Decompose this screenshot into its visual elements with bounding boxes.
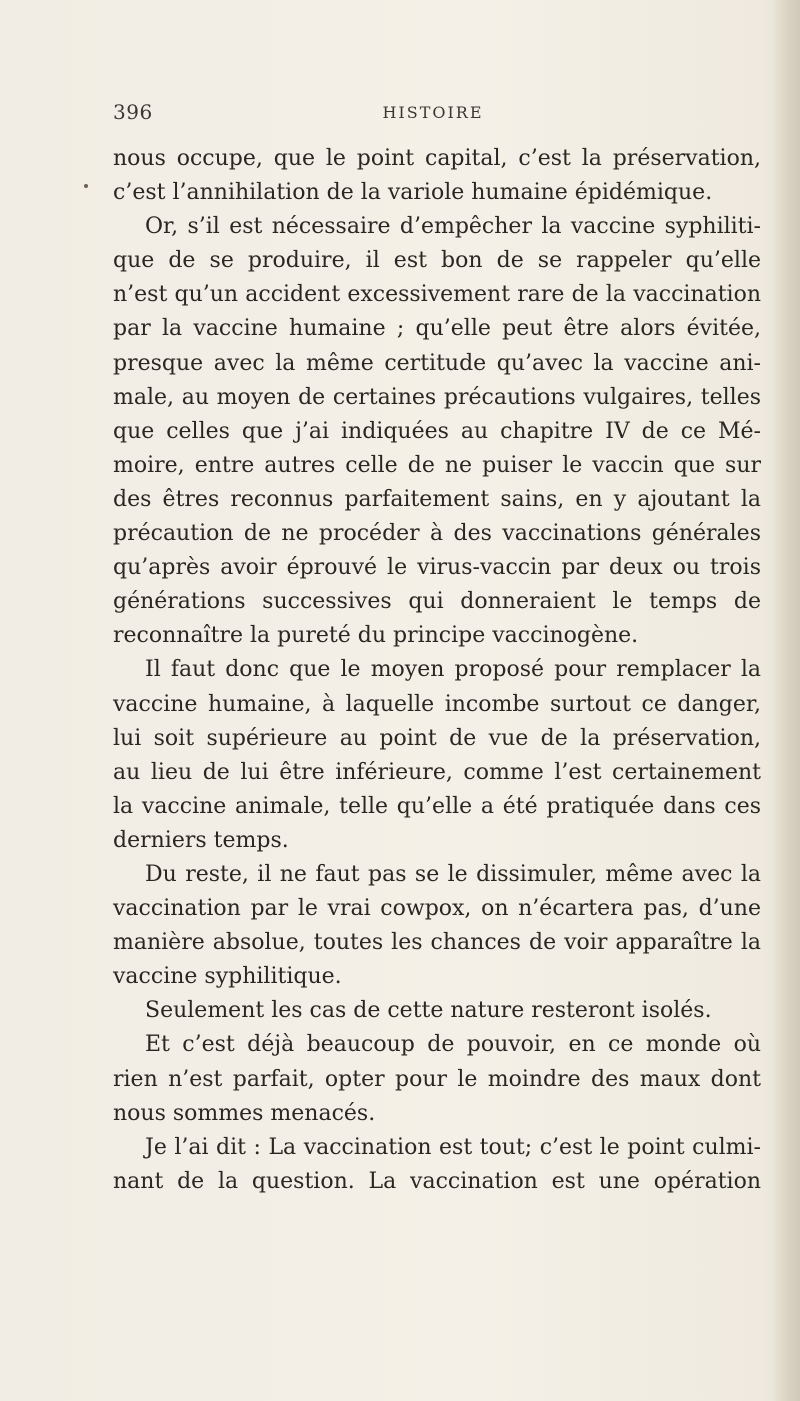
text-line: manière absolue, toutes les chances de voir apparaître la [113,930,761,956]
text-line: presque avec la même certitude qu’avec la vaccine ani- [113,350,761,376]
running-head: HISTOIRE [382,103,484,122]
text-line: vaccination par le vrai cowpox, on n’écartera pas, d’une [113,896,761,922]
text-line: Et c’est déjà beaucoup de pouvoir, en ce monde où [145,1032,761,1058]
text-line: la vaccine animale, telle qu’elle a été pratiquée dans ces [113,793,761,819]
text-line: précaution de ne procéder à des vaccinations générales [113,521,761,547]
text-line: au lieu de lui être inférieure, comme l’est certainement [113,759,761,785]
text-line: nous sommes menacés. [113,1100,376,1126]
text-line: nant de la question. La vaccination est une opération [113,1168,761,1194]
text-line: Seulement les cas de cette nature resteront isolés. [145,998,712,1024]
text-line: male, au moyen de certaines précautions vulgaires, telles [113,384,761,410]
text-line: Il faut donc que le moyen proposé pour remplacer la [145,657,761,683]
text-line: que celles que j’ai indiquées au chapitre IV de ce Mé- [113,418,761,444]
text-line: c’est l’annihilation de la variole humaine épidémique. [113,180,713,206]
page-edge-shadow [772,0,800,1401]
text-line: Du reste, il ne faut pas se le dissimuler, même avec la [145,861,761,887]
text-line: Or, s’il est nécessaire d’empêcher la vaccine syphiliti- [145,214,761,240]
page-number: 396 [113,100,153,124]
text-line: que de se produire, il est bon de se rappeler qu’elle [113,248,761,274]
page-header [113,100,753,126]
text-line: n’est qu’un accident excessivement rare de la vaccination [113,282,761,308]
text-line: lui soit supérieure au point de vue de la préservation, [113,725,761,751]
text-line: reconnaître la pureté du principe vaccinogène. [113,623,639,649]
ink-speck [84,184,88,188]
text-line: générations successives qui donneraient le temps de [113,589,761,615]
text-line: rien n’est parfait, opter pour le moindre des maux dont [113,1066,761,1092]
body-text [113,142,761,1199]
text-line: par la vaccine humaine ; qu’elle peut être alors évitée, [113,316,761,342]
text-line: nous occupe, que le point capital, c’est la préservation, [113,146,761,171]
text-line: derniers temps. [113,827,289,853]
text-line: moire, entre autres celle de ne puiser le vaccin que sur [113,452,761,478]
text-line: des êtres reconnus parfaitement sains, en y ajoutant la [113,486,761,512]
text-line: vaccine syphilitique. [113,964,342,990]
text-line: vaccine humaine, à laquelle incombe surtout ce danger, [113,691,761,717]
text-line: qu’après avoir éprouvé le virus-vaccin par deux ou trois [113,555,761,581]
text-line: Je l’ai dit : La vaccination est tout; c’est le point culmi- [145,1134,761,1160]
